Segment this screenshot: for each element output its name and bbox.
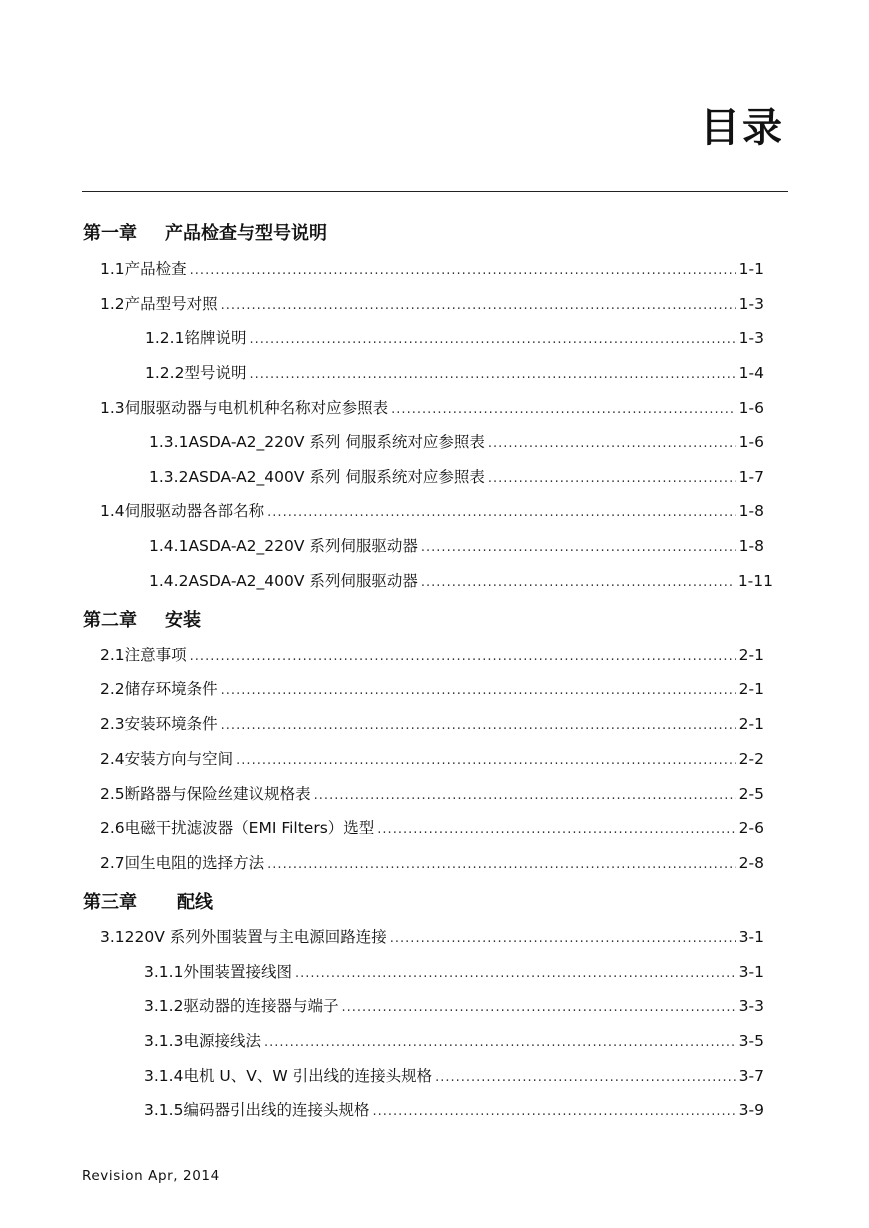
entry-text: 回生电阻的选择方法 bbox=[124, 854, 265, 872]
entry-page: 1-7 bbox=[738, 468, 764, 486]
chapter-heading bbox=[83, 888, 213, 914]
entry-number: 2.1 bbox=[100, 646, 125, 664]
entry-text: 电源接线法 bbox=[183, 1032, 261, 1050]
chapter-heading bbox=[83, 606, 201, 632]
entry-number: 1.3.1 bbox=[149, 433, 189, 451]
toc-entry[interactable] bbox=[144, 1030, 764, 1052]
entry-page: 3-1 bbox=[738, 928, 764, 946]
entry-text: 电机 U、V、W 引出线的连接头规格 bbox=[183, 1067, 433, 1085]
toc-entry[interactable] bbox=[145, 327, 764, 349]
entry-page: 1-8 bbox=[738, 537, 764, 555]
title-rule bbox=[82, 191, 788, 192]
entry-text: 伺服驱动器与电机机种名称对应参照表 bbox=[124, 399, 389, 417]
dot-leader bbox=[421, 572, 735, 594]
entry-text: 编码器引出线的连接头规格 bbox=[183, 1101, 370, 1119]
entry-text: ASDA-A2_220V 系列伺服驱动器 bbox=[188, 537, 418, 555]
dot-leader bbox=[249, 329, 735, 351]
entry-page: 3-5 bbox=[738, 1032, 764, 1050]
entry-number: 2.2 bbox=[100, 680, 125, 698]
chapter-title: 产品检查与型号说明 bbox=[165, 223, 327, 244]
toc-entry[interactable] bbox=[100, 644, 764, 666]
entry-page: 1-3 bbox=[738, 329, 764, 347]
entry-number: 2.3 bbox=[100, 715, 125, 733]
entry-text: ASDA-A2_400V 系列 伺服系统对应参照表 bbox=[188, 468, 485, 486]
entry-page: 1-11 bbox=[737, 572, 773, 590]
dot-leader bbox=[372, 1101, 735, 1123]
revision-footer: Revision Apr, 2014 bbox=[82, 1168, 220, 1184]
entry-number: 3.1.5 bbox=[144, 1101, 184, 1119]
entry-number: 1.3.2 bbox=[149, 468, 189, 486]
chapter-heading bbox=[83, 219, 327, 245]
dot-leader bbox=[377, 819, 735, 841]
dot-leader bbox=[341, 997, 735, 1019]
entry-page: 3-3 bbox=[738, 997, 764, 1015]
dot-leader bbox=[264, 1032, 736, 1054]
entry-text: 电磁干扰滤波器（EMI Filters）选型 bbox=[124, 819, 375, 837]
dot-leader bbox=[267, 854, 736, 876]
toc-entry[interactable] bbox=[100, 678, 764, 700]
entry-page: 2-2 bbox=[738, 750, 764, 768]
entry-text: 安装环境条件 bbox=[124, 715, 218, 733]
entry-number: 2.5 bbox=[100, 785, 125, 803]
dot-leader bbox=[221, 715, 736, 737]
dot-leader bbox=[249, 364, 735, 386]
entry-number: 3.1.3 bbox=[144, 1032, 184, 1050]
entry-text: 储存环境条件 bbox=[124, 680, 218, 698]
entry-page: 1-4 bbox=[738, 364, 764, 382]
toc-entry[interactable] bbox=[100, 926, 764, 948]
entry-number: 1.4.2 bbox=[149, 572, 189, 590]
dot-leader bbox=[421, 537, 736, 559]
entry-number: 1.3 bbox=[100, 399, 125, 417]
toc-entry[interactable] bbox=[149, 466, 764, 488]
toc-entry[interactable] bbox=[149, 535, 764, 557]
entry-text: ASDA-A2_400V 系列伺服驱动器 bbox=[188, 572, 418, 590]
chapter-label: 第三章 bbox=[83, 892, 137, 913]
entry-text: 产品检查 bbox=[124, 260, 187, 278]
entry-page: 1-6 bbox=[738, 399, 764, 417]
toc-entry[interactable] bbox=[100, 397, 764, 419]
toc-entry[interactable] bbox=[145, 362, 764, 384]
dot-leader bbox=[221, 680, 736, 702]
entry-text: 驱动器的连接器与端子 bbox=[183, 997, 339, 1015]
toc-entry[interactable] bbox=[100, 713, 764, 735]
entry-number: 3.1.4 bbox=[144, 1067, 184, 1085]
toc-entry[interactable] bbox=[149, 570, 773, 592]
entry-page: 2-1 bbox=[738, 715, 764, 733]
dot-leader bbox=[190, 260, 736, 282]
entry-number: 1.2.2 bbox=[145, 364, 185, 382]
entry-page: 3-1 bbox=[738, 963, 764, 981]
toc-entry[interactable] bbox=[100, 293, 764, 315]
dot-leader bbox=[390, 928, 736, 950]
toc-entry[interactable] bbox=[100, 783, 764, 805]
chapter-label: 第一章 bbox=[83, 223, 137, 244]
entry-page: 3-9 bbox=[738, 1101, 764, 1119]
dot-leader bbox=[267, 502, 736, 524]
dot-leader bbox=[488, 433, 736, 455]
toc-entry[interactable] bbox=[144, 961, 764, 983]
entry-page: 1-3 bbox=[738, 295, 764, 313]
entry-page: 1-6 bbox=[738, 433, 764, 451]
entry-number: 1.2.1 bbox=[145, 329, 185, 347]
dot-leader bbox=[190, 646, 736, 668]
entry-page: 1-1 bbox=[738, 260, 764, 278]
dot-leader bbox=[295, 963, 736, 985]
toc-entry[interactable] bbox=[100, 500, 764, 522]
entry-number: 2.4 bbox=[100, 750, 125, 768]
entry-number: 3.1.1 bbox=[144, 963, 184, 981]
entry-number: 3.1.2 bbox=[144, 997, 184, 1015]
entry-number: 2.6 bbox=[100, 819, 125, 837]
dot-leader bbox=[391, 399, 736, 421]
entry-text: 外围装置接线图 bbox=[183, 963, 292, 981]
entry-text: 伺服驱动器各部名称 bbox=[124, 502, 265, 520]
entry-page: 2-1 bbox=[738, 646, 764, 664]
entry-text: 安装方向与空间 bbox=[124, 750, 234, 768]
entry-number: 1.4.1 bbox=[149, 537, 189, 555]
entry-text: ASDA-A2_220V 系列 伺服系统对应参照表 bbox=[188, 433, 485, 451]
toc-entry[interactable] bbox=[144, 1099, 764, 1121]
dot-leader bbox=[221, 295, 736, 317]
entry-text: 注意事项 bbox=[124, 646, 187, 664]
toc-entry[interactable] bbox=[100, 817, 764, 839]
entry-text: 220V 系列外围装置与主电源回路连接 bbox=[124, 928, 387, 946]
entry-text: 铭牌说明 bbox=[184, 329, 247, 347]
entry-number: 2.7 bbox=[100, 854, 125, 872]
toc-page-title: 目录 bbox=[700, 105, 784, 151]
toc-entry[interactable] bbox=[100, 852, 764, 874]
entry-page: 1-8 bbox=[738, 502, 764, 520]
chapter-label: 第二章 bbox=[83, 610, 137, 631]
chapter-title: 安装 bbox=[165, 610, 201, 631]
entry-number: 1.1 bbox=[100, 260, 125, 278]
entry-text: 断路器与保险丝建议规格表 bbox=[124, 785, 311, 803]
dot-leader bbox=[314, 785, 736, 807]
entry-page: 2-6 bbox=[738, 819, 764, 837]
entry-page: 2-5 bbox=[738, 785, 764, 803]
entry-page: 2-8 bbox=[738, 854, 764, 872]
entry-number: 3.1 bbox=[100, 928, 125, 946]
entry-number: 1.4 bbox=[100, 502, 125, 520]
toc-entry[interactable] bbox=[144, 995, 764, 1017]
dot-leader bbox=[488, 468, 736, 490]
entry-page: 2-1 bbox=[738, 680, 764, 698]
dot-leader bbox=[435, 1067, 736, 1089]
toc-entry[interactable] bbox=[149, 431, 764, 453]
entry-text: 产品型号对照 bbox=[124, 295, 218, 313]
toc-entry[interactable] bbox=[100, 258, 764, 280]
chapter-title: 配线 bbox=[177, 892, 213, 913]
dot-leader bbox=[236, 750, 736, 772]
entry-page: 3-7 bbox=[738, 1067, 764, 1085]
entry-number: 1.2 bbox=[100, 295, 125, 313]
toc-entry[interactable] bbox=[100, 748, 764, 770]
entry-text: 型号说明 bbox=[184, 364, 247, 382]
toc-entry[interactable] bbox=[144, 1065, 764, 1087]
